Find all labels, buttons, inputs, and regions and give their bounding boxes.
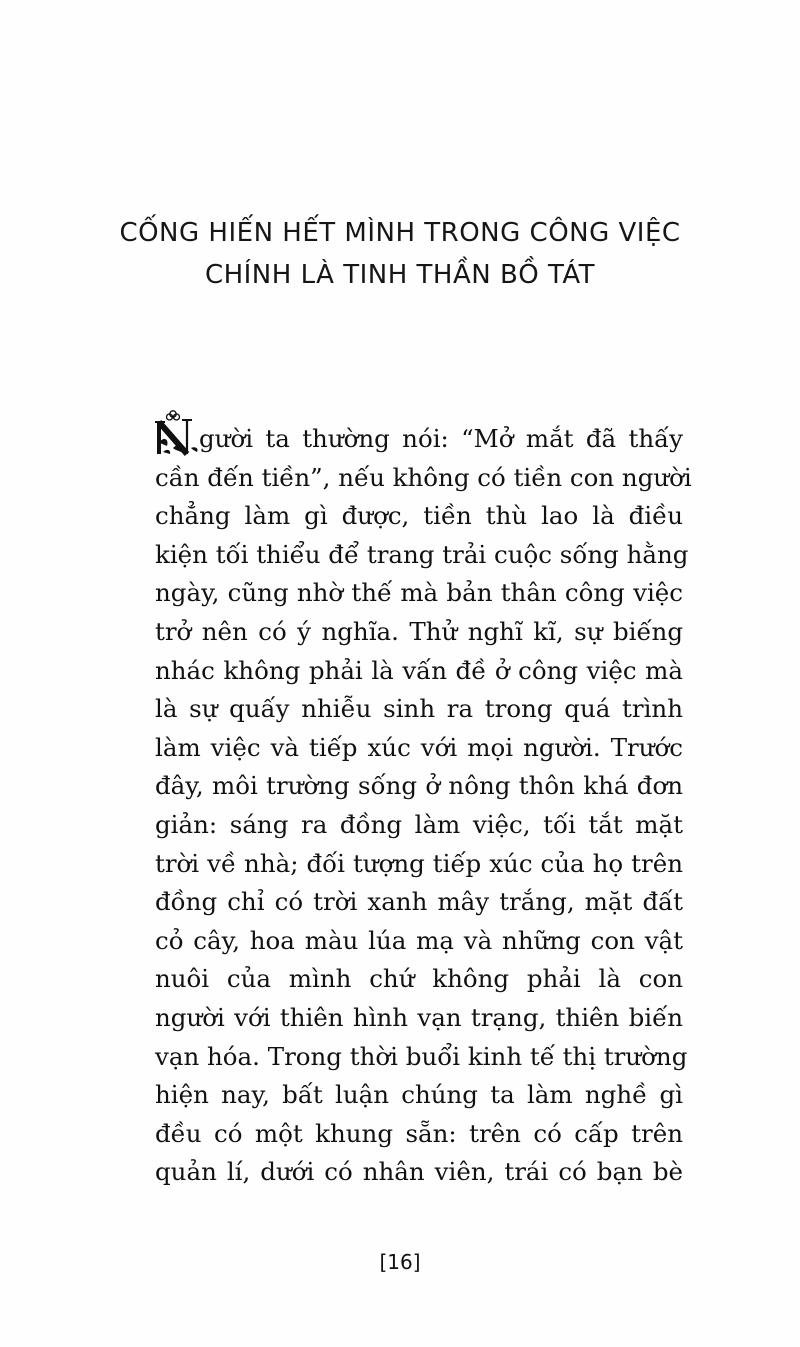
body-line-8: là sự quấy nhiễu sinh ra trong quá trình — [155, 694, 683, 724]
decorative-dropcap-n — [155, 408, 201, 456]
body-line-16: người với thiên hình vạn trạng, thiên biến — [155, 1002, 683, 1032]
body-line-7: nhác không phải là vấn đề ở công việc mà — [155, 655, 683, 685]
body-line-18: hiện nay, bất luận chúng ta làm nghề gì — [155, 1080, 683, 1110]
body-line-20: quản lí, dưới có nhân viên, trái có bạn bè — [155, 1157, 683, 1187]
chapter-title-line-1: CỐNG HIẾN HẾT MÌNH TRONG CÔNG VIỆC — [119, 218, 681, 248]
body-line-11: giản: sáng ra đồng làm việc, tối tắt mặt — [155, 809, 683, 839]
body-line-6: trở nên có ý nghĩa. Thử nghĩ kĩ, sự biếng — [155, 616, 683, 646]
body-line-9: làm việc và tiếp xúc với mọi người. Trước — [155, 732, 683, 762]
page-number: [16] — [379, 1250, 421, 1274]
chapter-title-line-2: CHÍNH LÀ TINH THẦN BỒ TÁT — [204, 260, 596, 290]
body-line-15: nuôi của mình chứ không phải là con — [155, 964, 683, 994]
body-line-3: chẳng làm gì được, tiền thù lao là điều — [155, 501, 683, 531]
body-line-13: đồng chỉ có trời xanh mây trắng, mặt đất — [155, 887, 683, 917]
body-line-17: vạn hóa. Trong thời buổi kinh tế thị trường — [155, 1041, 688, 1071]
body-line-14: cỏ cây, hoa màu lúa mạ và những con vật — [155, 925, 683, 955]
body-line-1: gười ta thường nói: “Mở mắt đã thấy — [199, 424, 683, 453]
body-line-10: đây, môi trường sống ở nông thôn khá đơn — [155, 771, 683, 801]
body-line-5: ngày, cũng nhờ thế mà bản thân công việc — [155, 578, 683, 608]
body-line-12: trời về nhà; đối tượng tiếp xúc của họ trên — [155, 848, 683, 878]
body-text — [155, 420, 692, 1192]
body-line-4: kiện tối thiểu để trang trải cuộc sống hằng — [155, 539, 689, 569]
body-line-19: đều có một khung sẵn: trên có cấp trên — [155, 1118, 683, 1148]
body-line-2: cần đến tiền”, nếu không có tiền con người — [155, 462, 692, 492]
